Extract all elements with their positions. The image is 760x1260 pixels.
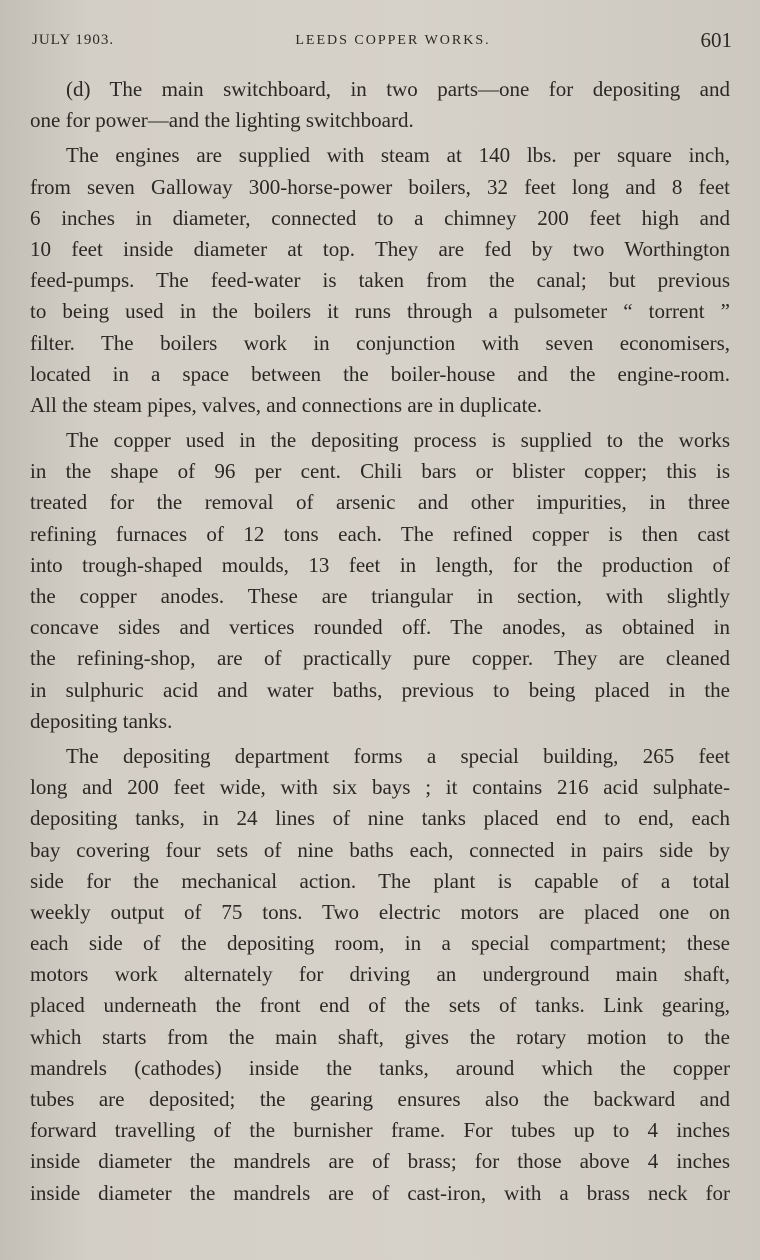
paragraph [30,140,730,421]
text-line: into trough-shaped moulds, 13 feet in length, for the production of [30,552,730,577]
text-line: bay covering four sets of nine baths each, connected in pairs side by [30,837,730,862]
paragraph [30,74,730,136]
text-line: 10 feet inside diameter at top. They are fed by two Worthington [30,236,730,261]
text-line: treated for the removal of arsenic and other impurities, in three [30,490,730,515]
text-line: depositing tanks, in 24 lines of nine tanks placed end to end, each [30,806,730,831]
text-line: which starts from the main shaft, gives the rotary motion to the [30,1024,730,1049]
text-line: to being used in the boilers it runs through a pulsometer “ torrent ” [30,299,730,324]
text-line: inside diameter the mandrels are of brass; for those above 4 inches [30,1149,730,1174]
text-line: feed-pumps. The feed-water is taken from the canal; but previous [30,268,730,293]
text-line: filter. The boilers work in conjunction with seven economisers, [30,330,730,355]
text-line: from seven Galloway 300-horse-power boilers, 32 feet long and 8 feet [30,174,730,199]
text-line: The copper used in the depositing process is supplied to the works [66,428,730,453]
text-line: concave sides and vertices rounded off. The anodes, as obtained in [30,615,730,640]
paragraph [30,741,730,1209]
text-line: mandrels (cathodes) inside the tanks, around which the copper [30,1055,730,1080]
text-line: placed underneath the front end of the sets of tanks. Link gearing, [30,993,730,1018]
text-line: 6 inches in diameter, connected to a chimney 200 feet high and [30,205,730,230]
header-date: JULY 1903. [32,32,115,48]
text-line: each side of the depositing room, in a special compartment; these [30,931,730,956]
running-header [24,30,732,58]
text-line: depositing tanks. [30,708,173,733]
text-line: forward travelling of the burnisher frame. For tubes up to 4 inches [30,1118,730,1143]
paragraph [30,425,730,737]
text-line: located in a space between the boiler-house and the engine-room. [30,361,730,386]
text-line: one for power—and the lighting switchboard. [30,108,414,133]
text-line: refining furnaces of 12 tons each. The refined copper is then cast [30,521,730,546]
header-title: LEEDS COPPER WORKS. [295,33,491,48]
text-line: tubes are deposited; the gearing ensures also the backward and [30,1087,730,1111]
text-line: The depositing department forms a special building, 265 feet [66,743,730,768]
text-line: the copper anodes. These are triangular in section, with slightly [30,584,730,608]
text-line: inside diameter the mandrels are of cast-iron, with a brass neck for [30,1180,730,1205]
text-line: weekly output of 75 tons. Two electric motors are placed one on [30,899,730,924]
body-text [30,74,730,1209]
text-line: in the shape of 96 per cent. Chili bars or blister copper; this is [30,459,730,484]
text-line: The engines are supplied with steam at 140 lbs. per square inch, [66,143,730,168]
text-line: All the steam pipes, valves, and connections are in duplicate. [30,392,543,417]
text-line: (d) The main switchboard, in two parts—one for depositing and [66,77,730,101]
page-number: 601 [700,28,732,52]
text-line: side for the mechanical action. The plant is capable of a total [30,868,730,893]
text-line: in sulphuric acid and water baths, previous to being placed in the [30,677,730,702]
text-line: the refining-shop, are of practically pure copper. They are cleaned [30,646,730,671]
text-line: long and 200 feet wide, with six bays ; it contains 216 acid sulphate- [30,775,730,800]
text-line: motors work alternately for driving an underground main shaft, [30,962,730,987]
